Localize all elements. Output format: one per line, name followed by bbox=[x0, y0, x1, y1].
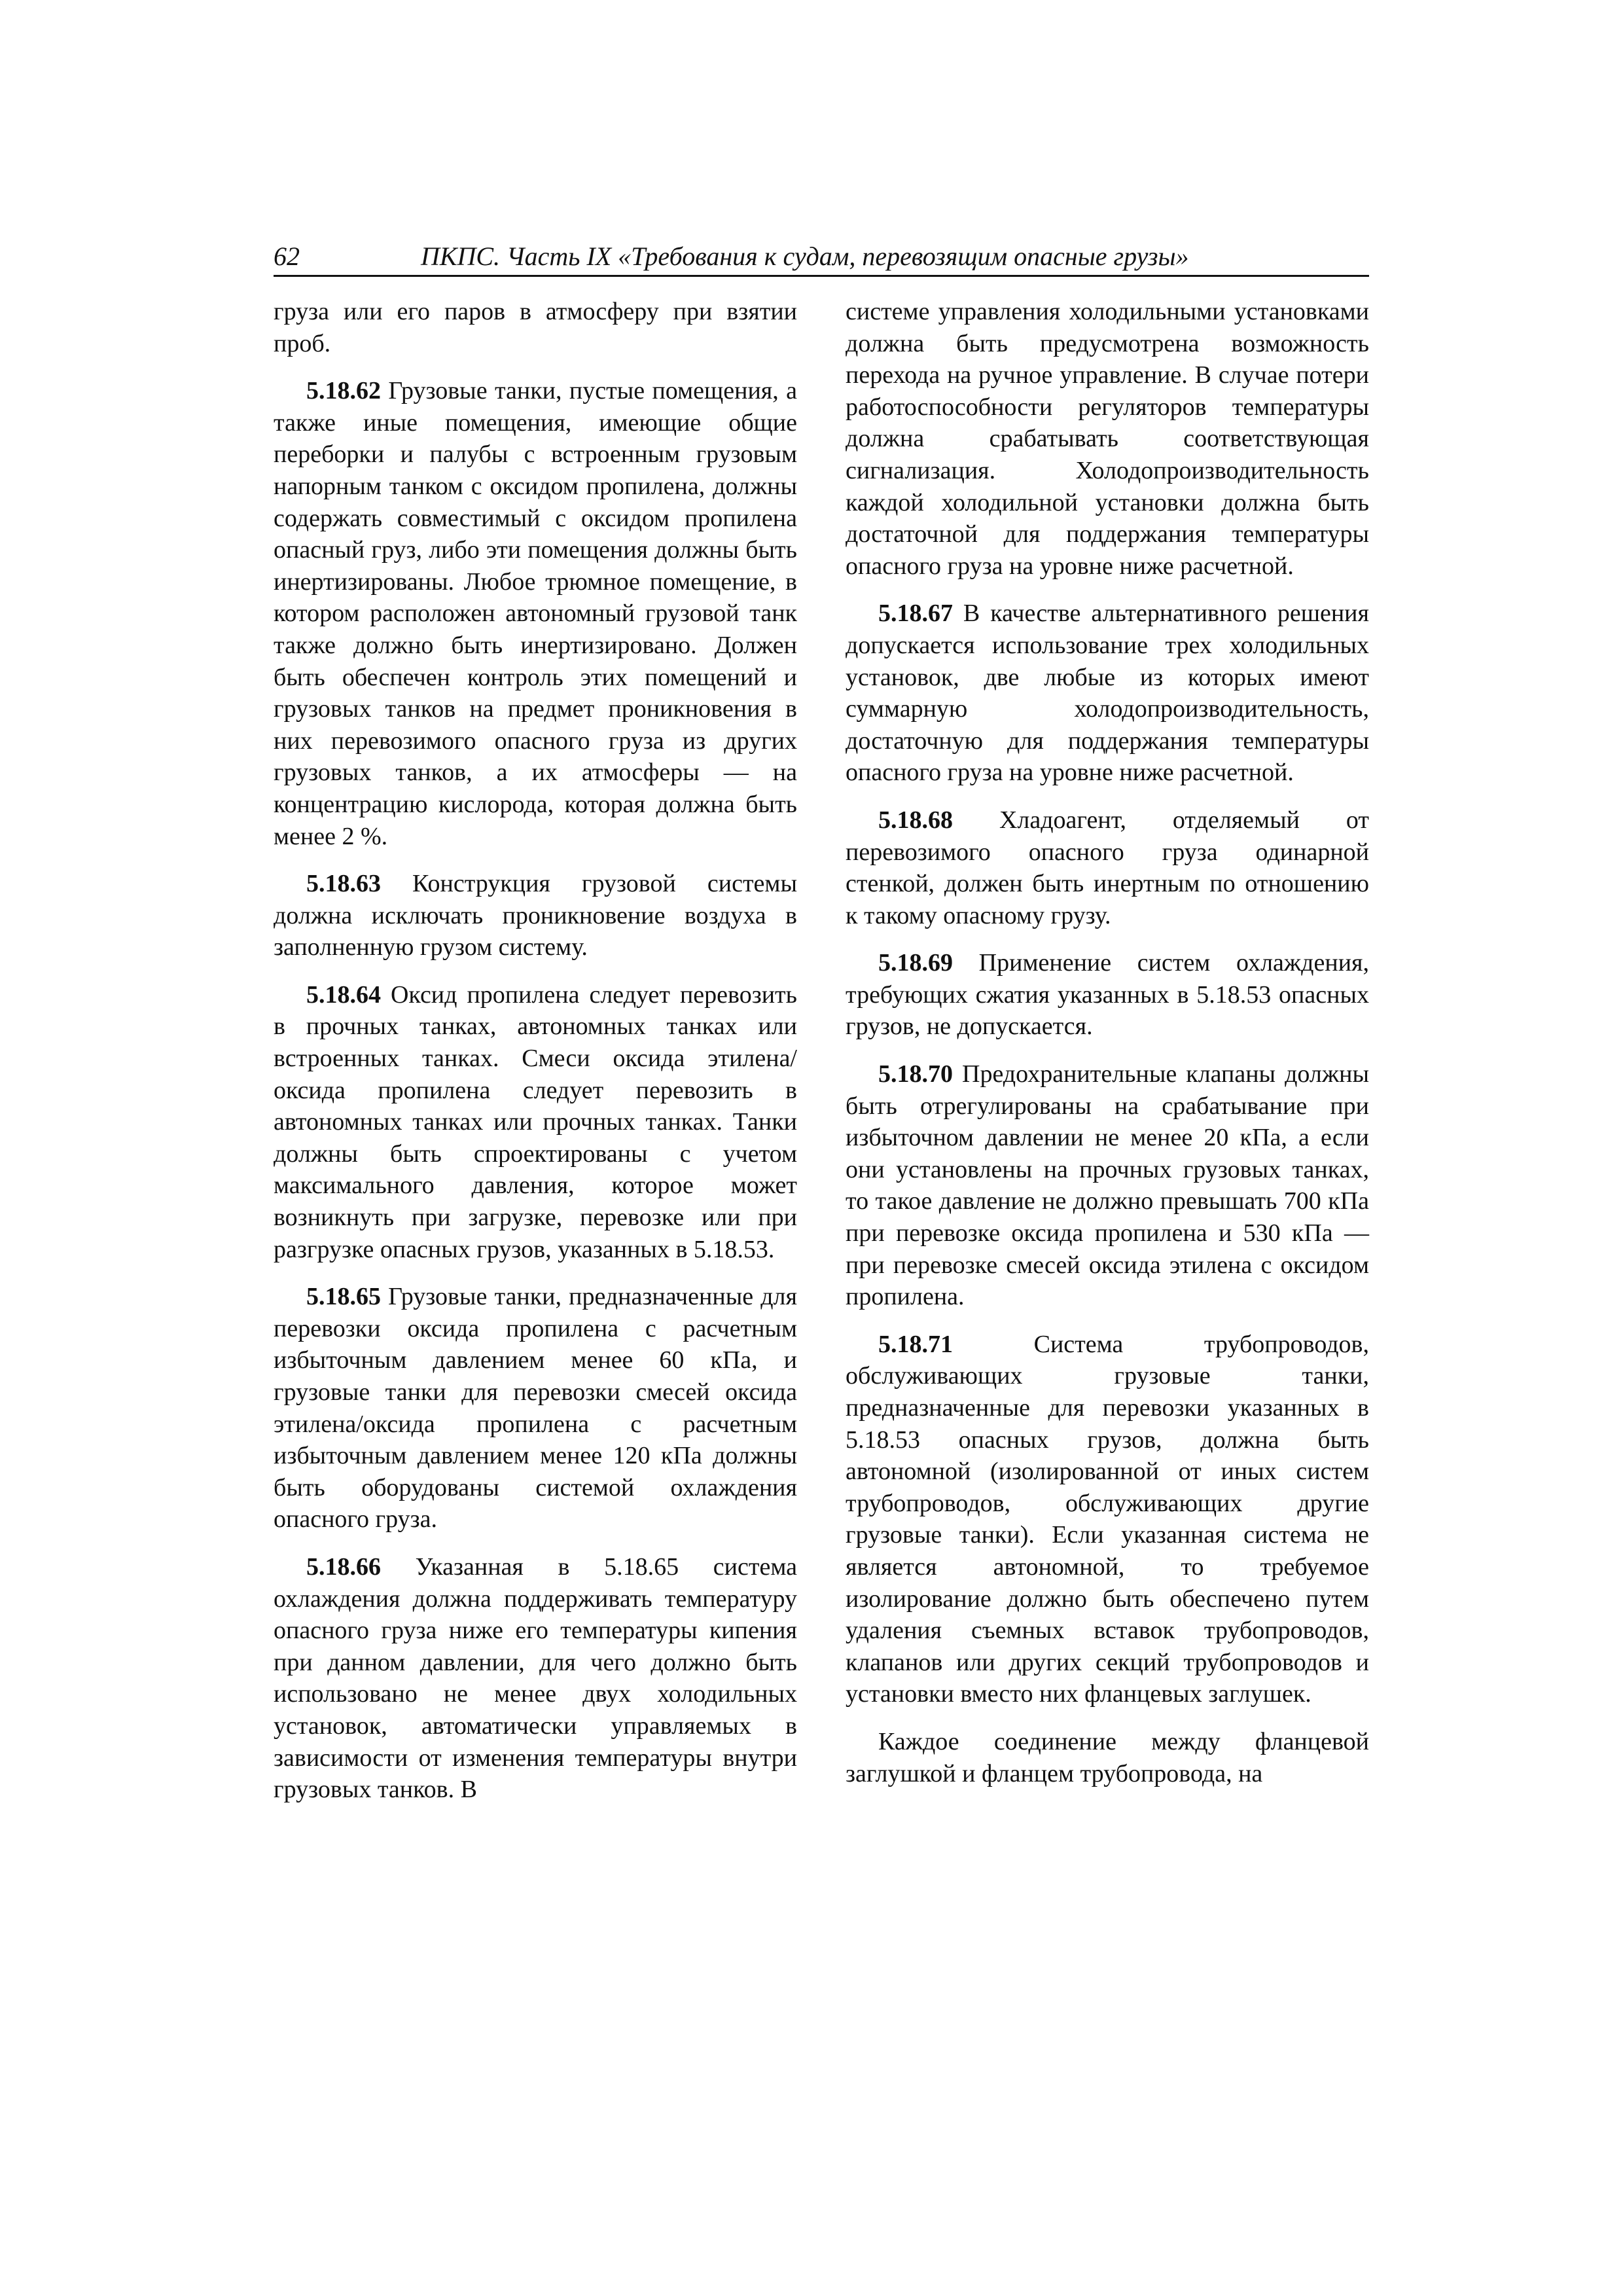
paragraph-text: груза или его паров в атмосферу при взятии проб. bbox=[274, 298, 797, 357]
page-header bbox=[274, 241, 1369, 277]
paragraph bbox=[274, 868, 797, 963]
paragraph bbox=[846, 296, 1369, 582]
running-title: ПКПС. Часть IX «Требования к судам, перевозящим опасные грузы» bbox=[421, 242, 1189, 271]
paragraph bbox=[274, 296, 797, 359]
paragraph-text: Хладоагент, отделяемый от перевозимого опасного груза одинарной стенкой, должен быть инертным по отношению к такому опасному грузу. bbox=[846, 806, 1369, 929]
clause-number: 5.18.67 bbox=[878, 600, 953, 628]
paragraph-text: Указанная в 5.18.65 система охлаждения должна поддерживать температуру опасного груза ниже его температуры кипения при данном давлении, для чего должно быть использовано не менее двух холодильных установок, автоматически управляемых в зависимости от изменения температуры внутри грузовых танков. В bbox=[274, 1552, 797, 1804]
paragraph bbox=[846, 947, 1369, 1043]
page-number: 62 bbox=[274, 242, 300, 271]
paragraph-text: Применение систем охлаждения, требующих сжатия указанных в 5.18.53 опасных грузов, не допускается. bbox=[846, 949, 1370, 1041]
paragraph bbox=[274, 1281, 797, 1535]
clause-number: 5.18.64 bbox=[306, 980, 381, 1009]
clause-number: 5.18.71 bbox=[878, 1330, 953, 1358]
paragraph bbox=[846, 804, 1369, 931]
paragraph-text: Система трубопроводов, обслуживающих грузовые танки, предназначенные для перевозки указанных в 5.18.53 опасных грузов, должна быть автономной (изолированной от иных систем трубопроводов, обслуживающих другие грузовые танки). Если указанная система не является автономной, то требуемое изолирование должно быть обеспечено путем удаления съемных вставок трубопроводов, клапанов или других секций трубопроводов и установки вместо них фланцевых заглушек. bbox=[846, 1330, 1369, 1708]
paragraph-text: Оксид пропилена следует перевозить в прочных танках, автономных танках или встроенных танках. Смеси оксида этилена/оксида пропилена следует перевозить в автономных танках или прочных танках. Танки должны быть спроектированы с учетом максимального давления, которое может возникнуть при загрузке, перевозке или при разгрузке опасных грузов, указанных в 5.18.53. bbox=[274, 980, 797, 1263]
paragraph-text: Конструкция грузовой системы должна исключать проникновение воздуха в заполненную грузом систему. bbox=[274, 870, 797, 961]
clause-number: 5.18.70 bbox=[878, 1060, 953, 1088]
clause-number: 5.18.69 bbox=[878, 949, 953, 977]
paragraph bbox=[846, 1329, 1369, 1710]
clause-number: 5.18.63 bbox=[306, 870, 381, 898]
paragraph bbox=[274, 979, 797, 1265]
paragraph bbox=[274, 1551, 797, 1806]
paragraph-text: В качестве альтернативного решения допускается использование трех холодильных установок, две любые из которых имеют суммарную холодопроизводительность, достаточную для поддержания температуры опасного груза на уровне ниже расчетной. bbox=[846, 600, 1369, 787]
paragraph-text: Предохранительные клапаны должны быть отрегулированы на срабатывание при избыточном давлении не менее 20 кПа, а если они установлены на прочных грузовых танках, то такое давление не должно превышать 700 кПа при перевозке оксида пропилена и 530 кПа — при перевозке смесей оксида этилена с оксидом пропилена. bbox=[846, 1060, 1369, 1311]
clause-number: 5.18.68 bbox=[878, 806, 953, 834]
paragraph bbox=[846, 1726, 1369, 1789]
paragraph-text: Каждое соединение между фланцевой заглушкой и фланцем трубопровода, на bbox=[846, 1727, 1369, 1787]
paragraph bbox=[846, 1058, 1369, 1313]
clause-number: 5.18.62 bbox=[306, 377, 381, 405]
clause-number: 5.18.65 bbox=[306, 1283, 381, 1311]
right-column bbox=[846, 296, 1369, 1805]
paragraph-text: Грузовые танки, предназначенные для перевозки оксида пропилена с расчетным избыточным давлением менее 60 кПа, и грузовые танки для перевозки смесей оксида этилена/оксида пропилена с расчетным избыточным давлением менее 120 кПа должны быть оборудованы системой охлаждения опасного груза. bbox=[274, 1283, 797, 1534]
paragraph bbox=[846, 598, 1369, 789]
paragraph-text: системе управления холодильными установками должна быть предусмотрена возможность перехода на ручное управление. В случае потери работоспособности регуляторов температуры должна срабатывать соответствующая сигнализация. Холодопроизводительность каждой холодильной установки должна быть достаточной для поддержания температуры опасного груза на уровне ниже расчетной. bbox=[846, 298, 1369, 580]
paragraph bbox=[274, 375, 797, 852]
paragraph-text: Грузовые танки, пустые помещения, а также иные помещения, имеющие общие переборки и палубы с встроенным грузовым напорным танком с оксидом пропилена, должны содержать совместимый с оксидом пропилена опасный груз, либо эти помещения должны быть инертизированы. Любое трюмное помещение, в котором расположен автономный грузовой танк также должно быть инертизировано. Должен быть обеспечен контроль этих помещений и грузовых танков на предмет проникновения в них перевозимого опасного груза из других грузовых танков, а их атмосферы — на концентрацию кислорода, которая должна быть менее 2 %. bbox=[274, 377, 797, 850]
left-column bbox=[274, 296, 797, 1821]
clause-number: 5.18.66 bbox=[306, 1552, 381, 1581]
